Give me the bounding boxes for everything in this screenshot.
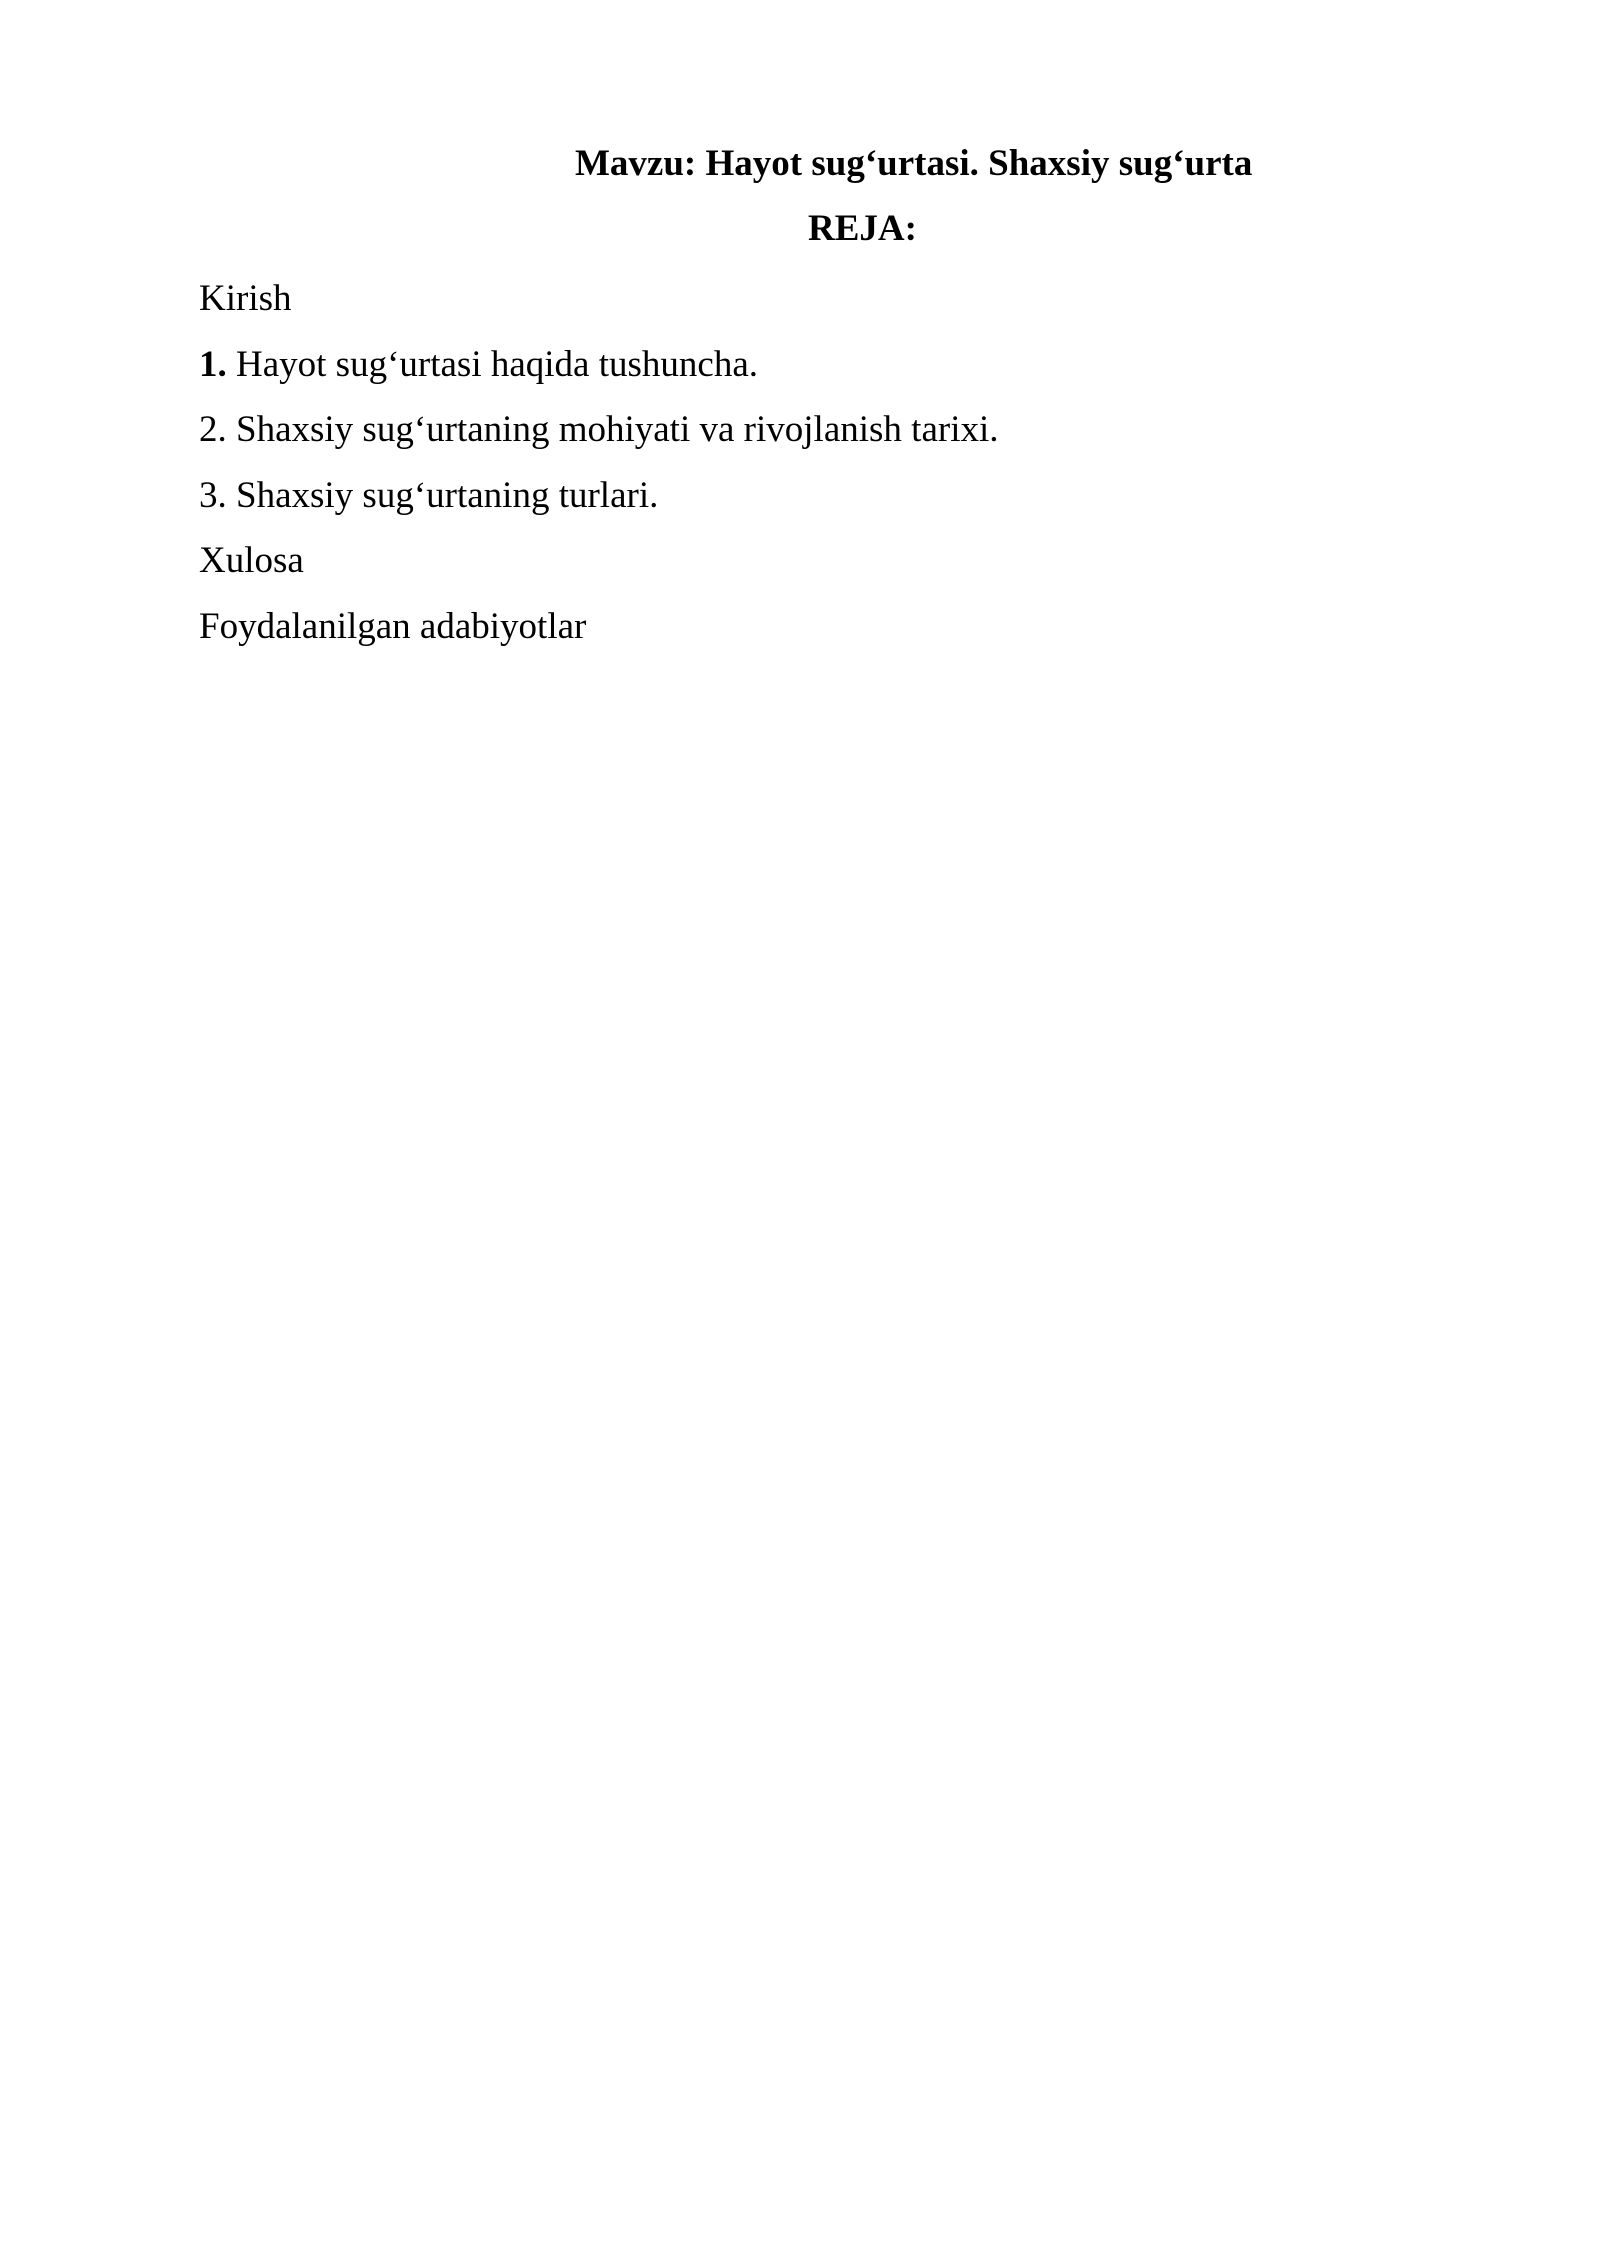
plan-item-text: 2. Shaxsiy sug‘urtaning mohiyati va rivojlanish tarixi. xyxy=(199,409,999,450)
plan-item-text: Hayot sug‘urtasi haqida tushuncha. xyxy=(226,343,758,385)
plan-item-text: 3. Shaxsiy sug‘urtaning turlari. xyxy=(199,474,659,516)
plan-item-number: 1. xyxy=(199,343,227,385)
plan-item-conclusion xyxy=(199,528,999,594)
plan-item-2 xyxy=(199,397,999,463)
plan-item-3 xyxy=(199,463,999,529)
plan-item-introduction xyxy=(199,266,999,332)
plan-item-1 xyxy=(199,332,999,398)
plan-item-text: Xulosa xyxy=(199,540,304,581)
plan-item-references xyxy=(199,594,999,660)
document-title: Mavzu: Hayot sug‘urtasi. Shaxsiy sug‘urta xyxy=(575,143,1253,184)
plan-heading: REJA: xyxy=(808,208,917,249)
plan-list xyxy=(199,266,999,659)
plan-item-text: Foydalanilgan adabiyotlar xyxy=(199,605,587,647)
plan-item-text: Kirish xyxy=(199,278,292,319)
